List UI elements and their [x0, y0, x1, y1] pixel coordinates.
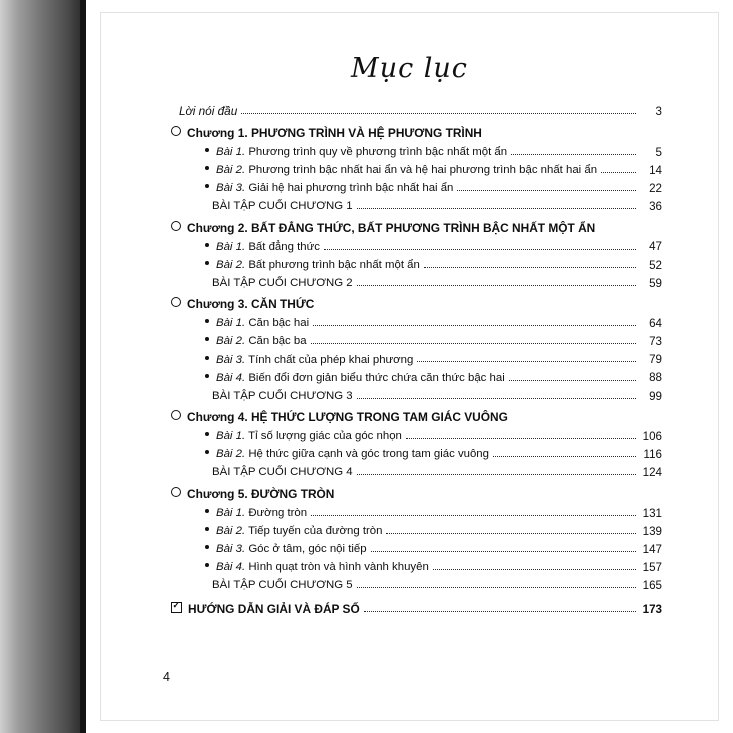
toc-dot-leader [406, 437, 636, 439]
toc-lesson-label [205, 183, 453, 194]
toc-lesson-number: Bài 3. [216, 543, 246, 556]
toc-dot-leader [511, 153, 636, 155]
toc-lesson-label [205, 562, 429, 573]
toc-dot-leader [357, 397, 636, 399]
toc-dot-leader [371, 550, 636, 552]
toc-dot-leader [357, 473, 636, 475]
toc-chapter-text: Chương 5. ĐƯỜNG TRÒN [187, 486, 335, 501]
toc-lesson[interactable] [171, 183, 662, 195]
toc-entry-label: BÀI TẬP CUỐI CHƯƠNG 5 [212, 579, 353, 592]
toc-entry-solutions-guide[interactable] [171, 602, 662, 616]
toc-dot-leader [313, 324, 636, 326]
toc-lesson-number: Bài 2. [216, 448, 246, 461]
toc-dot-leader [433, 568, 636, 570]
toc-lesson-number: Bài 1. [216, 317, 246, 330]
toc-lesson-label [205, 431, 402, 442]
toc-lesson-number: Bài 1. [216, 430, 246, 443]
toc-entry-page: 157 [642, 561, 662, 575]
toc-dot-leader [311, 342, 636, 344]
toc-chapter-exercises[interactable] [171, 391, 662, 403]
toc-lesson-text: Tính chất của phép khai phương [248, 353, 414, 366]
toc-entry-page: 147 [642, 542, 662, 556]
toc-chapter-text: Chương 3. CĂN THỨC [187, 297, 315, 312]
toc-entry-page: 36 [649, 199, 662, 213]
dot-bullet-icon [205, 356, 209, 360]
toc-lesson[interactable] [171, 562, 662, 574]
toc-guide-text: HƯỚNG DẪN GIẢI VÀ ĐÁP SỐ [188, 601, 360, 616]
checkbox-icon [171, 602, 182, 613]
toc-lesson-number: Bài 4. [216, 561, 246, 574]
toc-entry-label: BÀI TẬP CUỐI CHƯƠNG 3 [212, 389, 353, 402]
toc-lesson-text: Tiếp tuyến của đường tròn [248, 525, 383, 538]
toc-dot-leader [386, 532, 636, 534]
dot-bullet-icon [205, 450, 209, 454]
toc-dot-leader [324, 248, 636, 250]
toc-entry-preface[interactable] [171, 106, 662, 118]
dot-bullet-icon [205, 563, 209, 567]
toc-dot-leader [424, 266, 636, 268]
toc-lesson-number: Bài 2. [216, 258, 246, 271]
dot-bullet-icon [205, 432, 209, 436]
dot-bullet-icon [205, 337, 209, 341]
toc-dot-leader [357, 284, 636, 286]
dot-bullet-icon [205, 166, 209, 170]
toc-dot-leader [357, 586, 636, 588]
toc-lesson-text: Phương trình bậc nhất hai ẩn và hệ hai phương trình bậc nhất hai ẩn [248, 163, 598, 176]
toc-entry-page: 64 [649, 317, 662, 331]
toc-lesson-label [205, 260, 420, 271]
toc-entry-page: 79 [649, 353, 662, 367]
toc-entry-page: 99 [649, 389, 662, 403]
toc-lesson-text: Căn bậc ba [248, 335, 307, 348]
toc-lesson-text: Biến đổi đơn giản biểu thức chứa căn thức bậc hai [248, 371, 505, 384]
toc-entry-page: 139 [642, 524, 662, 538]
toc-chapter-4[interactable] [171, 411, 662, 424]
toc-lesson-label [205, 242, 320, 253]
toc-entry-page: 73 [649, 335, 662, 349]
toc-lesson-text: Hệ thức giữa cạnh và góc trong tam giác vuông [248, 448, 489, 461]
toc-dot-leader [241, 112, 636, 114]
toc-chapter-5[interactable] [171, 488, 662, 501]
toc-lesson[interactable] [171, 449, 662, 461]
toc-dot-leader [357, 207, 636, 209]
toc-entry-page: 124 [642, 466, 662, 480]
book-binding-shadow [0, 0, 86, 733]
toc-dot-leader [417, 360, 636, 362]
toc-lesson-label [205, 544, 367, 555]
toc-dot-leader [311, 514, 636, 516]
toc-chapter-label [171, 222, 595, 235]
toc-chapter-label [171, 127, 482, 140]
ring-bullet-icon [171, 126, 181, 136]
page-content-frame [100, 12, 719, 721]
toc-chapter-label [171, 298, 314, 311]
page-title: Mục lục [351, 53, 468, 84]
ring-bullet-icon [171, 410, 181, 420]
toc-dot-leader [457, 189, 636, 191]
toc-entry-label: BÀI TẬP CUỐI CHƯƠNG 4 [212, 466, 353, 479]
ring-bullet-icon [171, 487, 181, 497]
toc-entry-page: 59 [649, 276, 662, 290]
dot-bullet-icon [205, 261, 209, 265]
toc-chapter-label [171, 488, 334, 501]
dot-bullet-icon [205, 148, 209, 152]
toc-entry-page: 165 [642, 579, 662, 593]
toc-entry-label: BÀI TẬP CUỐI CHƯƠNG 2 [212, 276, 353, 289]
toc-entry-page: 52 [649, 258, 662, 272]
toc-chapter-3[interactable] [171, 298, 662, 311]
toc-entry-label: BÀI TẬP CUỐI CHƯƠNG 1 [212, 200, 353, 213]
toc-entry-page: 88 [649, 371, 662, 385]
toc-lesson-number: Bài 2. [216, 525, 246, 538]
toc-lesson-label [205, 318, 309, 329]
toc-chapter-1[interactable] [171, 127, 662, 140]
toc-entry-page: 116 [643, 448, 662, 462]
toc-lesson-text: Phương trình quy về phương trình bậc nhất một ẩn [248, 145, 508, 158]
toc-lesson-number: Bài 4. [216, 371, 246, 384]
toc-lesson-number: Bài 1. [216, 240, 246, 253]
ring-bullet-icon [171, 297, 181, 307]
toc-chapter-exercises[interactable] [171, 467, 662, 479]
toc-lesson-text: Giải hệ hai phương trình bậc nhất hai ẩn [248, 182, 454, 195]
toc-chapter-2[interactable] [171, 222, 662, 235]
toc-lesson-label [205, 373, 505, 384]
toc-chapter-label [171, 411, 508, 424]
dot-bullet-icon [205, 184, 209, 188]
dot-bullet-icon [205, 545, 209, 549]
toc-lesson[interactable] [171, 526, 662, 538]
toc-chapter-text: Chương 2. BẤT ĐẲNG THỨC, BẤT PHƯƠNG TRÌNH BẬC NHẤT MỘT ẨN [187, 220, 596, 235]
toc-entry-page: 14 [649, 163, 662, 177]
toc-lesson[interactable] [171, 336, 662, 348]
dot-bullet-icon [205, 319, 209, 323]
toc-chapter-text: Chương 4. HỆ THỨC LƯỢNG TRONG TAM GIÁC VUÔNG [187, 410, 508, 425]
toc-lesson[interactable] [171, 318, 662, 330]
ring-bullet-icon [171, 221, 181, 231]
toc-entry-page: 131 [642, 506, 662, 520]
toc-lesson[interactable] [171, 147, 662, 159]
toc-lesson-number: Bài 1. [216, 145, 246, 158]
toc-entry-label: Lời nói đầu [179, 104, 238, 118]
toc-lesson-text: Bất phương trình bậc nhất một ẩn [248, 258, 420, 271]
toc-chapter-text: Chương 1. PHƯƠNG TRÌNH VÀ HỆ PHƯƠNG TRÌNH [187, 125, 482, 140]
dot-bullet-icon [205, 527, 209, 531]
toc-lesson[interactable] [171, 241, 662, 253]
toc-chapter-exercises[interactable] [171, 278, 662, 290]
toc-entry-page: 5 [655, 145, 662, 159]
toc-lesson-text: Góc ở tâm, góc nội tiếp [248, 543, 367, 556]
toc-entry-label [171, 602, 360, 616]
toc-entry-page: 47 [649, 240, 662, 254]
toc-lesson[interactable] [171, 544, 662, 556]
toc-dot-leader [509, 379, 636, 381]
toc-lesson-text: Đường tròn [248, 506, 308, 519]
toc-lesson-number: Bài 2. [216, 163, 246, 176]
toc-lesson-label [205, 355, 413, 366]
dot-bullet-icon [205, 243, 209, 247]
toc-entry-page: 106 [642, 430, 662, 444]
toc-lesson[interactable] [171, 165, 662, 177]
toc-dot-leader [601, 171, 636, 173]
toc-dot-leader [364, 610, 636, 612]
toc-dot-leader [493, 455, 636, 457]
toc-lesson-label [205, 508, 307, 519]
toc-entry-page: 3 [655, 105, 662, 119]
toc-lesson-label [205, 147, 507, 158]
toc-lesson[interactable] [171, 260, 662, 272]
toc-lesson[interactable] [171, 372, 662, 384]
toc-entry-page: 22 [649, 181, 662, 195]
toc-lesson[interactable] [171, 354, 662, 366]
toc-lesson-label [205, 526, 382, 537]
toc-entry-page: 173 [642, 603, 662, 617]
toc-chapter-exercises[interactable] [171, 580, 662, 592]
toc-lesson-text: Hình quạt tròn và hình vành khuyên [248, 561, 429, 574]
toc-chapter-exercises[interactable] [171, 201, 662, 213]
toc-lesson-text: Bất đẳng thức [248, 240, 320, 253]
toc-lesson-text: Tỉ số lượng giác của góc nhọn [248, 430, 402, 443]
toc-lesson-number: Bài 3. [216, 353, 246, 366]
page-paper [86, 0, 733, 733]
toc-lesson[interactable] [171, 508, 662, 520]
toc-lesson-number: Bài 2. [216, 335, 246, 348]
toc-lesson-label [205, 336, 307, 347]
dot-bullet-icon [205, 374, 209, 378]
dot-bullet-icon [205, 509, 209, 513]
toc-lesson-label [205, 165, 597, 176]
page-folio-number: 4 [163, 670, 170, 684]
toc-lesson-number: Bài 1. [216, 506, 246, 519]
toc-lesson-text: Căn bậc hai [248, 317, 310, 330]
toc-lesson[interactable] [171, 431, 662, 443]
toc-lesson-number: Bài 3. [216, 182, 246, 195]
table-of-contents [171, 106, 662, 616]
toc-lesson-label [205, 449, 489, 460]
